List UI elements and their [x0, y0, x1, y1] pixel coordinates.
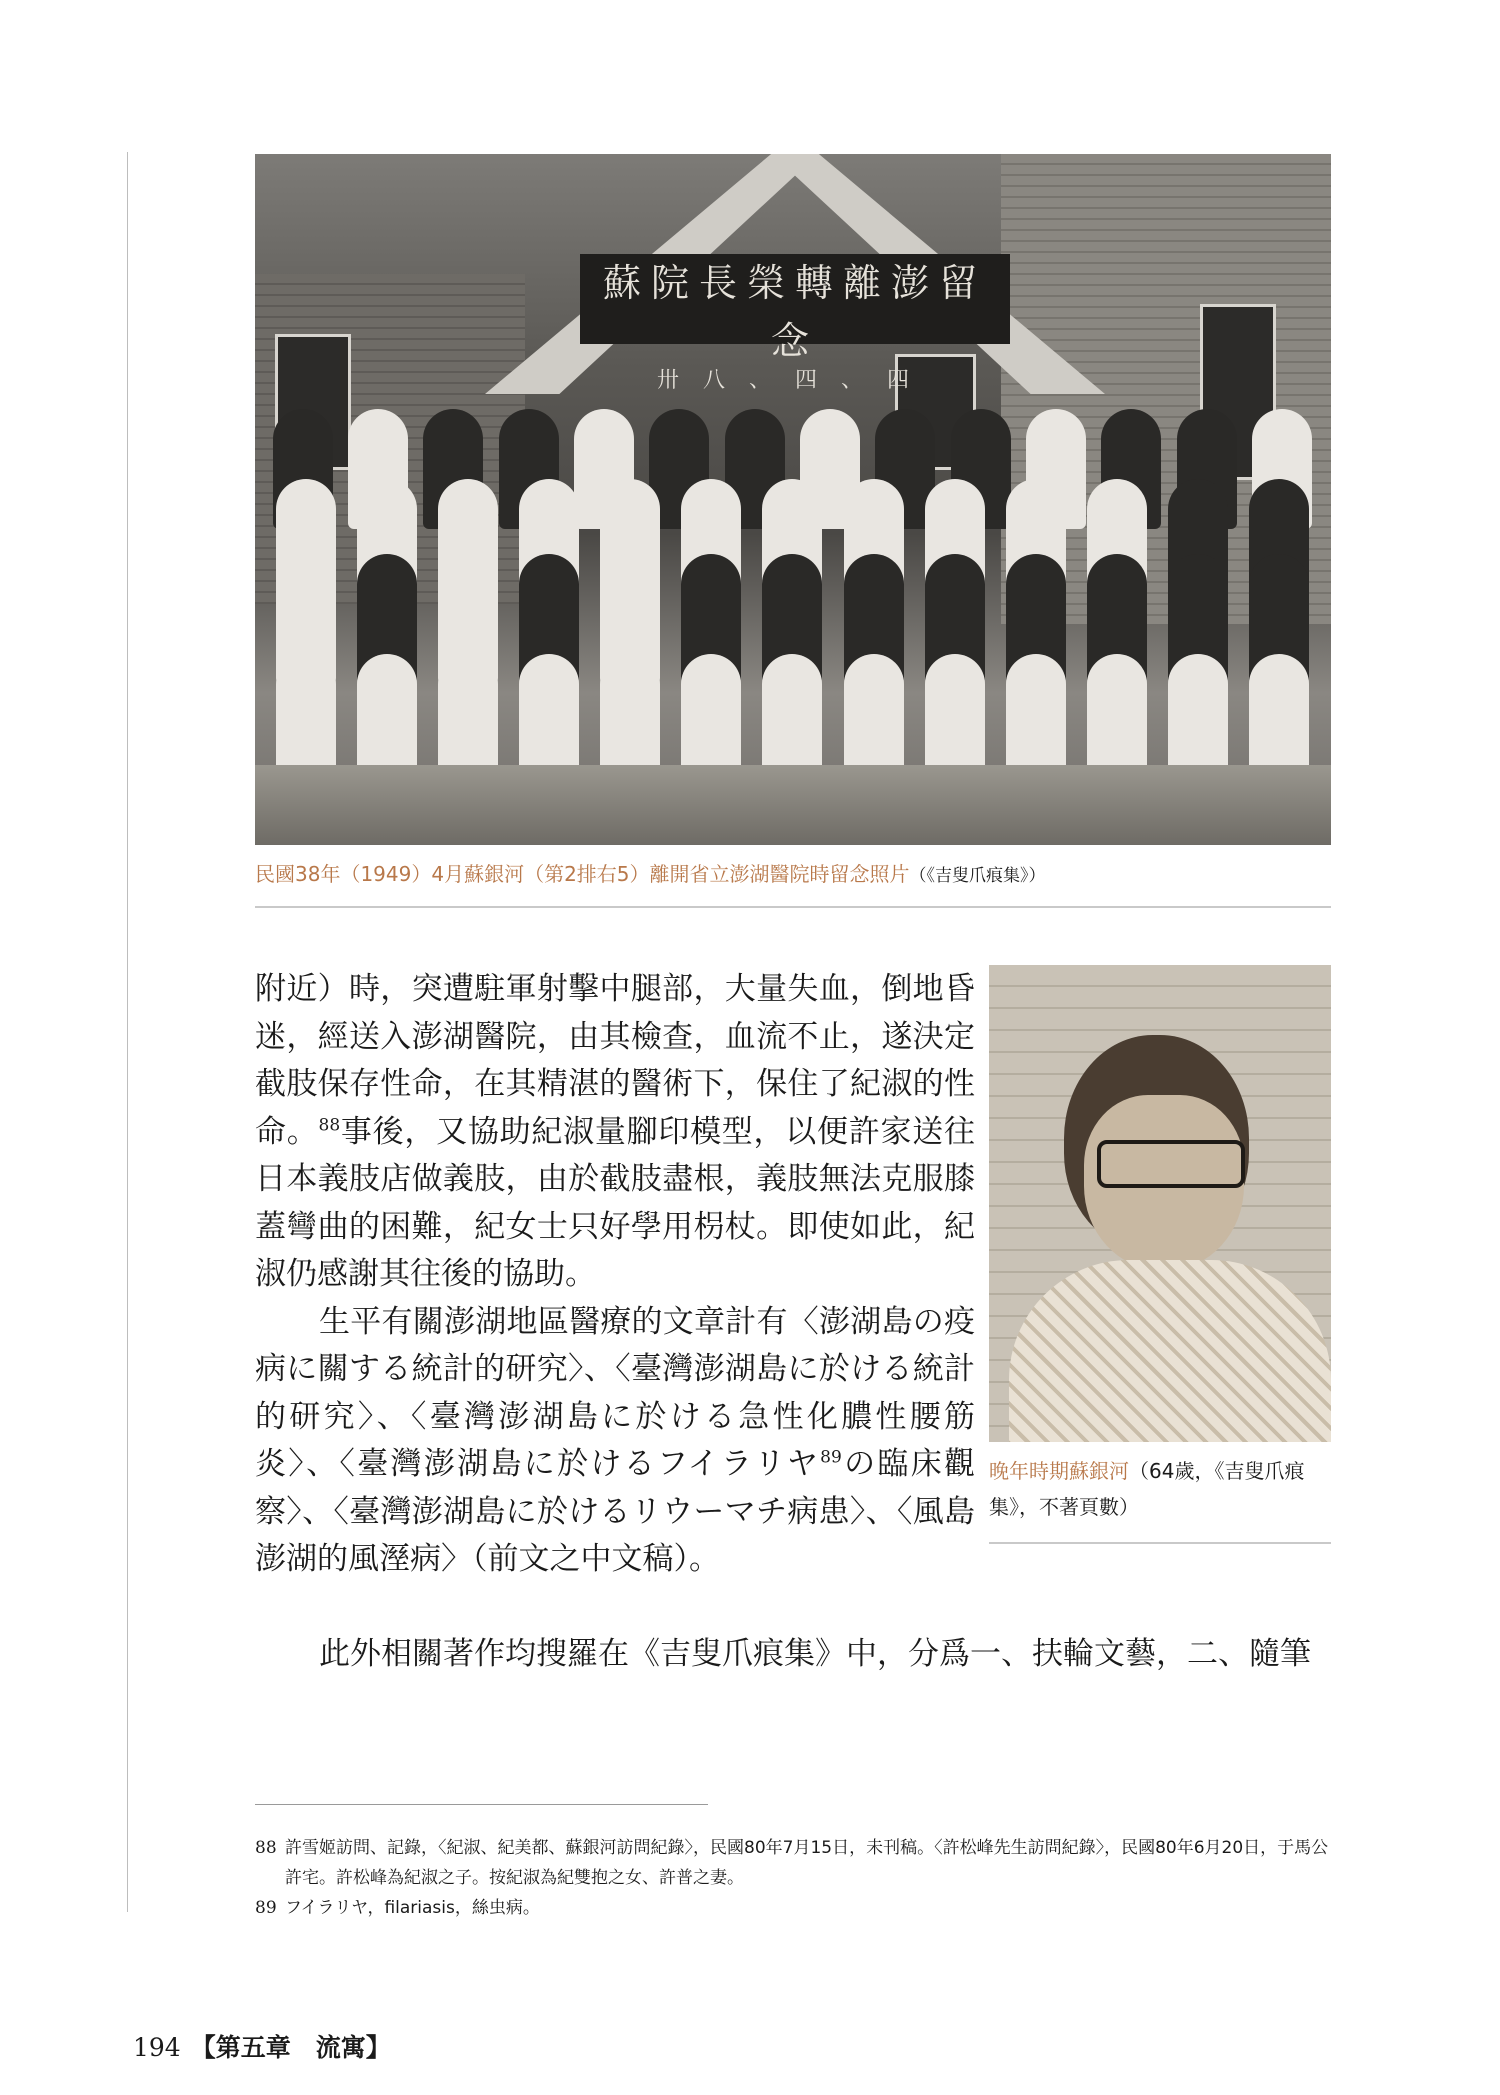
paragraph-text: 事後，又協助紀淑量腳印模型，以便許家送往日本義肢店做義肢，由於截肢盡根，義肢無法克服膝蓋彎曲的困難，紀女士只好學用枴杖。即使如此，紀淑仍感謝其往後的協助。	[255, 1113, 976, 1292]
paragraph-text: 生平有關澎湖地區醫療的文章計有〈澎湖島の疫病に關する統計的研究〉、〈臺灣澎湖島に於ける統計的研究〉、〈臺灣澎湖島に於ける急性化膿性腰筋炎〉、〈臺灣澎湖島に於けるフイラリヤ	[255, 1303, 975, 1482]
portrait-photo	[989, 965, 1331, 1442]
footnotes	[255, 1833, 1331, 1923]
footnote	[255, 1833, 1331, 1893]
ground	[255, 765, 1331, 845]
banner-text: 蘇院長榮轉離澎留念	[602, 261, 987, 363]
page-footer	[133, 2028, 391, 2064]
footnote	[255, 1893, 1331, 1923]
caption-rule	[255, 906, 1331, 908]
footnote-number: 88	[255, 1838, 277, 1858]
margin-rule	[127, 152, 128, 1912]
caption-lead: 晚年時期蘇銀河	[989, 1459, 1129, 1483]
paragraph-continuation: 此外相關著作均搜羅在《吉叟爪痕集》中，分爲一、扶輪文藝，二、隨筆	[319, 1636, 1311, 1672]
paragraph-text: の臨床觀察〉、〈臺灣澎湖島に於けるリウーマチ病患〉、〈風島澎湖的風溼病〉（前文之中文稿）。	[255, 1446, 975, 1577]
paragraph	[255, 1299, 975, 1584]
figure-caption-top	[255, 858, 1331, 887]
portrait-shirt	[1009, 1260, 1331, 1442]
footnote-text: 許雪姬訪問、記錄，〈紀淑、紀美都、蘇銀河訪問紀錄〉，民國80年7月15日，未刊稿。〈許松峰先生訪問紀錄〉，民國80年6月20日，于馬公許宅。許松峰為紀淑之子。按紀淑為紀雙抱之女、許普之妻。	[285, 1838, 1329, 1888]
commemorative-banner	[580, 254, 1010, 393]
caption-source: （《吉叟爪痕集》）	[909, 866, 1046, 886]
caption-rule	[989, 1542, 1331, 1544]
body-text	[255, 966, 975, 1584]
chapter-title: 【第五章 流寓】	[190, 2033, 391, 2062]
paragraph	[255, 966, 975, 1299]
footnote-separator	[255, 1804, 708, 1805]
page-number: 194	[133, 2033, 181, 2062]
paragraph-text: 附近）時，突遭駐軍射擊中腿部，大量失血，倒地昏迷，經送入澎湖醫院，由其檢查，血流不止，遂決定截肢保存性命，在其精湛的醫術下，保住了紀淑的性命。	[255, 971, 975, 1150]
footnote-ref: 88	[318, 1115, 341, 1136]
portrait-glasses	[1097, 1140, 1245, 1188]
banner-date: 卅八、四、四	[656, 368, 933, 393]
group-photo	[255, 154, 1331, 845]
figure-caption-right	[989, 1453, 1331, 1525]
caption-text: 民國38年（1949）4月蘇銀河（第2排右5）離開省立澎湖醫院時留念照片	[255, 862, 910, 886]
caption-rest: （64歲，《吉叟爪痕集》，不著頁數）	[989, 1459, 1305, 1519]
footnote-ref: 89	[820, 1447, 842, 1468]
footnote-text: フイラリヤ，filariasis，絲虫病。	[285, 1898, 540, 1918]
group-of-people	[265, 409, 1320, 809]
footnote-number: 89	[255, 1898, 277, 1918]
